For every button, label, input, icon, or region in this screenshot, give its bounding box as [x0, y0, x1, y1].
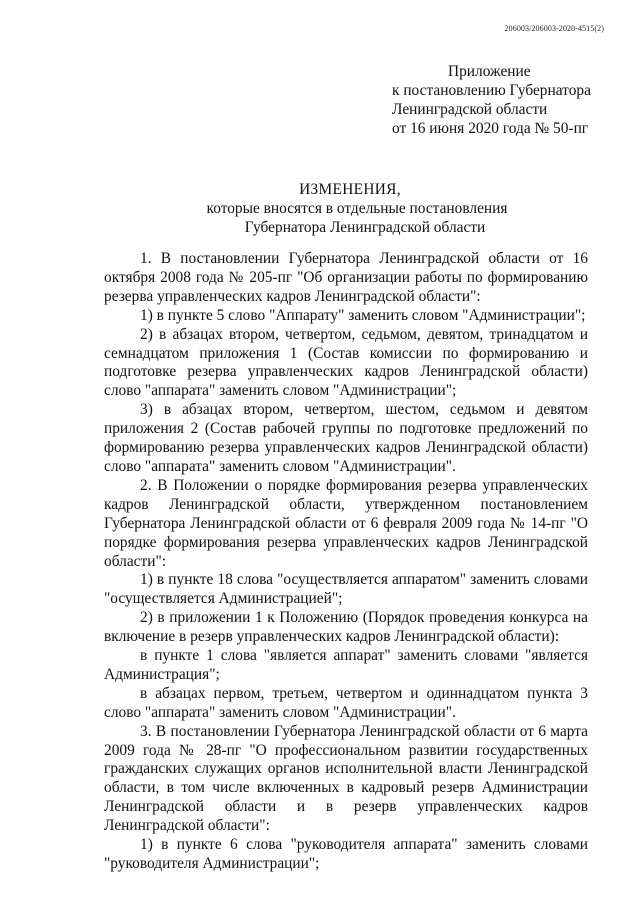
document-id: 206003/206003-2020-4515(2): [504, 24, 604, 33]
paragraph: 2. В Положении о порядке формирования резерва управленческих кадров Ленинградской области, утвержденном постановлением Губернатора Ленинградской области от 6 февраля 2009 года № 14-пг "О порядке формирования резерва управленческих кадров Ленинградской области":: [104, 476, 588, 570]
paragraph: 3. В постановлении Губернатора Ленинградской области от 6 марта 2009 года № 28-пг "О профессиональном развитии государственных гражданских служащих органов исполнительной власти Ленинградской области, в том числе включенных в кадровый резерв Администрации Ленинградской области и в резерв управленческих кадров Ленинградской области":: [104, 722, 588, 835]
paragraph: 1) в пункте 5 слово "Аппарату" заменить словом "Администрации";: [140, 306, 586, 324]
paragraph: 2) в абзацах втором, четвертом, седьмом, девятом, тринадцатом и семнадцатом приложения 1 (Состав комиссии по формированию и подготовке резерва управленческих кадров Ленинградской области) слово "аппарата" заменить словом "Администрации";: [104, 325, 588, 400]
appendix-line: Приложение: [448, 63, 531, 80]
appendix-header: [392, 62, 591, 138]
document-heading: [0, 180, 640, 237]
heading-subtitle: которые вносятся в отдельные постановления: [206, 200, 508, 217]
paragraph: 1. В постановлении Губернатора Ленинградской области от 16 октября 2008 года № 205-пг "Об организации работы по формированию резерва управленческих кадров Ленинградской области":: [104, 250, 588, 305]
appendix-line: Ленинградской области: [392, 101, 548, 118]
paragraph: 1) в пункте 6 слова "руководителя аппарата" заменить словами "руководителя Администрации";: [104, 836, 588, 872]
paragraph: в пункте 1 слова "является аппарат" заменить словами "является Администрация";: [104, 647, 588, 683]
paragraph: 1) в пункте 18 слова "осуществляется аппаратом" заменить словами "осуществляется Администрацией";: [104, 571, 588, 608]
appendix-line: от 16 июня 2020 года № 50-пг: [392, 120, 589, 137]
paragraph: 2) в приложении 1 к Положению (Порядок проведения конкурса на включение в резерв управленческих кадров Ленинградской области):: [104, 609, 588, 646]
document-body: [104, 250, 588, 874]
appendix-line: к постановлению Губернатора: [392, 82, 591, 99]
heading-subtitle: Губернатора Ленинградской области: [244, 219, 486, 236]
paragraph: 3) в абзацах втором, четвертом, шестом, седьмом и девятом приложения 2 (Состав рабочей группы по подготовке предложений по формированию резерва управленческих кадров Ленинградской области) слово "аппарата" заменить словом "Администрации".: [104, 401, 588, 475]
heading-title: ИЗМЕНЕНИЯ,: [299, 181, 401, 198]
paragraph: в абзацах первом, третьем, четвертом и одиннадцатом пункта 3 слово "аппарата" заменить словом "Администрации".: [104, 684, 588, 721]
